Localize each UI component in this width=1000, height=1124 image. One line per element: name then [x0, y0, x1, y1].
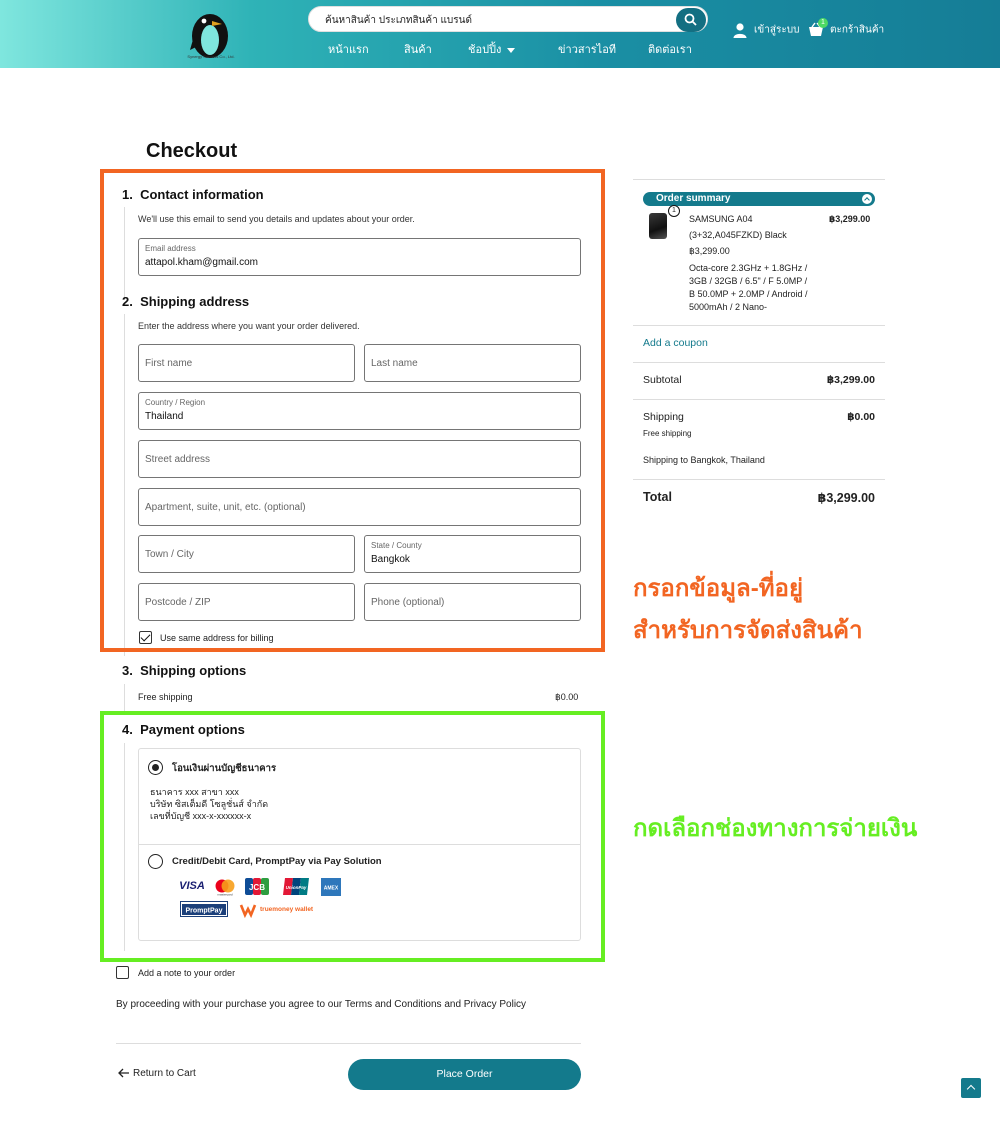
visa-text: VISA	[179, 880, 205, 892]
subtotal-label: Subtotal	[643, 374, 682, 386]
total-value: ฿3,299.00	[817, 491, 875, 505]
contact-title: Contact information	[140, 187, 264, 202]
nav-it-news[interactable]: ข่าวสารไอที	[558, 44, 617, 56]
step-number: 2.	[122, 294, 133, 309]
product-unit-price: ฿3,299.00	[689, 246, 730, 256]
cart-link[interactable]	[808, 19, 885, 38]
email-value: attapol.kham@gmail.com	[145, 257, 258, 268]
product-desc-line: B 50.0MP + 2.0MP / Android /	[689, 289, 808, 299]
chevron-down-icon	[507, 48, 515, 53]
shipping-destination: Shipping to Bangkok, Thailand	[643, 455, 765, 465]
place-order-button[interactable]: Place Order	[348, 1059, 581, 1090]
search-bar	[308, 6, 708, 32]
step-number: 4.	[122, 722, 133, 737]
truemoney-text: truemoney wallet	[260, 906, 314, 913]
shipping-row	[643, 411, 875, 423]
product-price: ฿3,299.00	[829, 214, 871, 224]
order-note-checkbox[interactable]	[116, 966, 129, 979]
page-title: Checkout	[146, 140, 238, 162]
shipping-address-description: Enter the address where you want your order delivered.	[138, 321, 360, 331]
chevron-up-icon	[862, 194, 872, 204]
nav-shopping-label: ช้อปปิ้ง	[468, 44, 502, 56]
nav-products[interactable]: สินค้า	[404, 44, 432, 56]
country-label: Country / Region	[145, 398, 206, 407]
total-label: Total	[643, 490, 672, 504]
logo-caption: Synergy Success Co., Ltd.	[187, 54, 235, 59]
shipping-options-title	[122, 663, 246, 678]
first-name-placeholder: First name	[145, 358, 193, 369]
contact-description: We'll use this email to send you details and updates about your order.	[138, 214, 415, 224]
phone-placeholder: Phone (optional)	[371, 597, 445, 608]
nav-home[interactable]: หน้าแรก	[328, 44, 369, 56]
mastercard-text: mastercard	[217, 892, 233, 897]
arrow-left-icon	[118, 1068, 130, 1078]
city-placeholder: Town / City	[145, 549, 194, 560]
shipping-note: Free shipping	[643, 429, 692, 438]
terms-text: By proceeding with your purchase you agree to our Terms and Conditions and Privacy Policy	[116, 999, 527, 1010]
country-value: Thailand	[145, 411, 184, 422]
shipping-option-price: ฿0.00	[555, 692, 579, 702]
product-desc-line: Octa-core 2.3GHz + 1.8GHz /	[689, 263, 808, 273]
divider	[633, 179, 885, 180]
email-label: Email address	[145, 244, 196, 253]
subtotal-value: ฿3,299.00	[826, 374, 875, 386]
amex-text: AMEX	[323, 885, 339, 892]
login-label: เข้าสู่ระบบ	[754, 24, 800, 36]
shipping-options-label: Shipping options	[140, 663, 247, 678]
step-connector	[124, 684, 125, 712]
shipping-annotation-line2: สำหรับการจัดส่งสินค้า	[633, 617, 863, 644]
step-number: 1.	[122, 187, 133, 202]
card-payment-label[interactable]: Credit/Debit Card, PromptPay via Pay Solution	[172, 856, 382, 867]
order-note-label: Add a note to your order	[138, 968, 236, 978]
last-name-placeholder: Last name	[371, 358, 418, 369]
unionpay-text: UnionPay	[285, 885, 307, 890]
bank-transfer-label[interactable]: โอนเงินผ่านบัญชีธนาคาร	[172, 763, 277, 774]
shipping-option-label[interactable]: Free shipping	[138, 692, 193, 702]
same-billing-label: Use same address for billing	[160, 633, 274, 643]
divider	[633, 362, 885, 363]
search-input[interactable]	[325, 11, 665, 29]
return-to-cart-label: Return to Cart	[133, 1068, 196, 1079]
nav-shopping[interactable]	[468, 40, 515, 58]
nav-contact[interactable]: ติดต่อเรา	[648, 44, 692, 56]
order-summary-title: Order summary	[656, 193, 731, 204]
promptpay-text: PromptPay	[185, 907, 223, 915]
cart-count-badge: 1	[818, 18, 828, 28]
product-quantity-badge: 1	[668, 205, 680, 217]
product-name-line: (3+32,A045FZKD) Black	[689, 230, 787, 240]
cart-label: ตะกร้าสินค้า	[830, 24, 885, 36]
total-row	[643, 490, 875, 504]
step-number: 3.	[122, 663, 133, 678]
bank-detail-line: บริษัท ซิสเต็มดี โซลูชั่นส์ จำกัด	[150, 799, 269, 809]
payment-highlight-box	[100, 711, 605, 962]
product-name-line: SAMSUNG A04	[689, 214, 753, 224]
shipping-value: ฿0.00	[847, 411, 875, 423]
login-link[interactable]	[732, 22, 799, 38]
return-to-cart-link[interactable]	[118, 1068, 196, 1079]
site-header	[0, 0, 1000, 68]
user-icon	[732, 22, 748, 38]
shipping-highlight-box	[100, 169, 605, 652]
state-label: State / County	[371, 541, 422, 550]
subtotal-row	[643, 374, 875, 386]
divider	[633, 479, 885, 480]
scroll-to-top-button[interactable]	[961, 1078, 981, 1098]
bank-detail-line: ธนาคาร xxx สาขา xxx	[150, 787, 239, 797]
payment-annotation: กดเลือกช่องทางการจ่ายเงิน	[633, 815, 918, 842]
product-thumbnail	[649, 213, 667, 239]
bank-detail-line: เลขที่บัญชี xxx-x-xxxxxx-x	[150, 811, 252, 821]
divider	[633, 399, 885, 400]
product-desc-line: 3GB / 32GB / 6.5" / F 5.0MP /	[689, 276, 808, 286]
apartment-placeholder: Apartment, suite, unit, etc. (optional)	[145, 502, 306, 513]
add-coupon-link[interactable]: Add a coupon	[643, 337, 708, 349]
payment-options-label: Payment options	[140, 722, 245, 737]
order-summary-toggle[interactable]	[643, 192, 875, 206]
product-desc-line: 5000mAh / 2 Nano-	[689, 302, 768, 312]
search-icon	[684, 13, 697, 26]
state-value: Bangkok	[371, 554, 410, 565]
street-address-placeholder: Street address	[145, 454, 211, 465]
divider	[633, 325, 885, 326]
jcb-text: JCB	[248, 883, 266, 892]
shipping-annotation-line1: กรอกข้อมูล-ที่อยู่	[633, 575, 804, 602]
search-button[interactable]	[676, 8, 706, 32]
postcode-placeholder: Postcode / ZIP	[145, 597, 211, 608]
shipping-label: Shipping	[643, 411, 684, 423]
divider	[116, 1043, 581, 1044]
shipping-address-label: Shipping address	[140, 294, 250, 309]
